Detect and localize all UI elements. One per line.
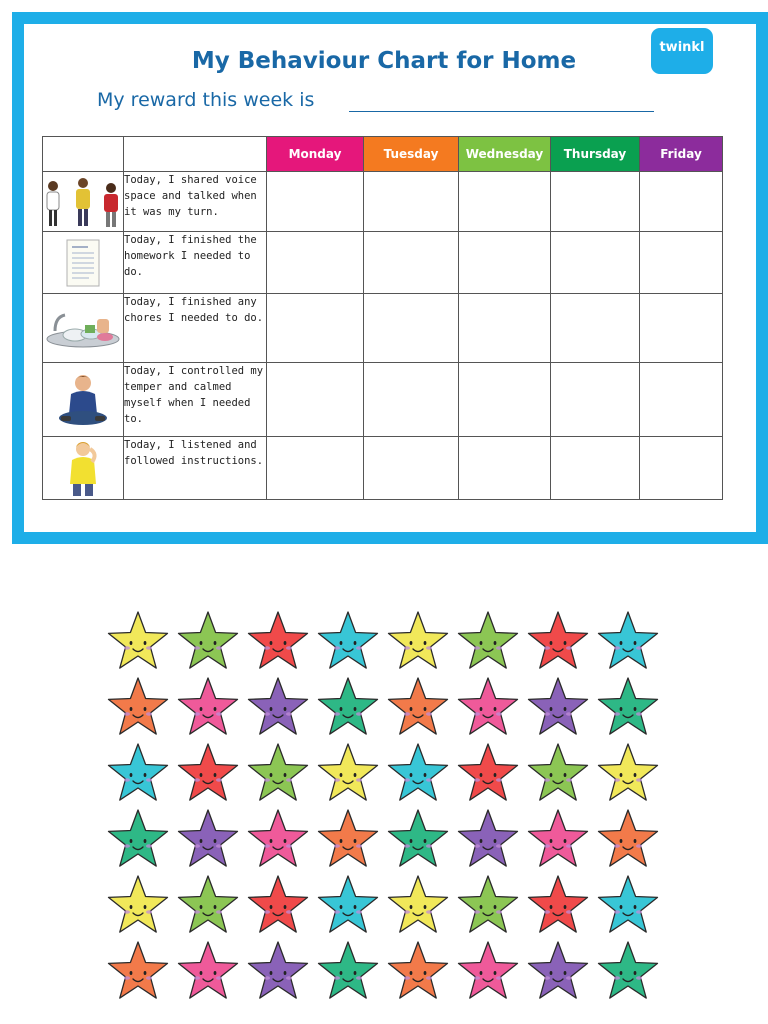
row-picture (43, 172, 124, 232)
smiling-star-icon (456, 675, 520, 739)
star-sticker (453, 938, 523, 1004)
children-talking-icon (45, 174, 121, 230)
smiling-star-icon (176, 609, 240, 673)
star-sticker (103, 740, 173, 806)
star-sticker (173, 608, 243, 674)
star-sticker (593, 872, 663, 938)
smiling-star-icon (526, 939, 590, 1003)
row-picture (43, 363, 124, 437)
star-sticker (523, 674, 593, 740)
star-sticker (523, 938, 593, 1004)
star-row (103, 806, 663, 872)
smiling-star-icon (316, 609, 380, 673)
day-cell-tuesday[interactable] (364, 294, 459, 363)
star-sticker (383, 938, 453, 1004)
star-sticker (593, 740, 663, 806)
day-cell-monday[interactable] (267, 294, 364, 363)
smiling-star-icon (596, 939, 660, 1003)
day-cell-wednesday[interactable] (459, 294, 551, 363)
day-cell-monday[interactable] (267, 172, 364, 232)
star-sticker (103, 806, 173, 872)
day-cell-friday[interactable] (640, 363, 723, 437)
smiling-star-icon (316, 873, 380, 937)
page-title: My Behaviour Chart for Home (191, 48, 577, 74)
smiling-star-icon (176, 807, 240, 871)
smiling-star-icon (596, 675, 660, 739)
smiling-star-icon (596, 741, 660, 805)
star-sticker (453, 674, 523, 740)
day-header-friday: Friday (640, 137, 723, 172)
smiling-star-icon (106, 807, 170, 871)
star-sticker (173, 674, 243, 740)
homework-sheet-icon (63, 238, 103, 288)
smiling-star-icon (246, 675, 310, 739)
logo-text: twinkl (659, 40, 705, 55)
star-sticker (593, 806, 663, 872)
smiling-star-icon (106, 675, 170, 739)
task-description: Today, I finished the homework I needed to do. (124, 232, 267, 294)
day-cell-monday[interactable] (267, 363, 364, 437)
smiling-star-icon (386, 807, 450, 871)
day-cell-monday[interactable] (267, 437, 364, 500)
smiling-star-icon (246, 741, 310, 805)
smiling-star-icon (176, 939, 240, 1003)
day-header-thursday: Thursday (551, 137, 640, 172)
star-sticker (243, 938, 313, 1004)
table-row (43, 437, 723, 500)
star-sticker (243, 806, 313, 872)
star-sticker (523, 806, 593, 872)
day-cell-friday[interactable] (640, 232, 723, 294)
smiling-star-icon (526, 741, 590, 805)
smiling-star-icon (246, 807, 310, 871)
day-cell-tuesday[interactable] (364, 232, 459, 294)
star-sticker (313, 608, 383, 674)
day-cell-monday[interactable] (267, 232, 364, 294)
day-cell-tuesday[interactable] (364, 437, 459, 500)
smiling-star-icon (246, 939, 310, 1003)
smiling-star-icon (386, 741, 450, 805)
star-sticker-sheet (103, 608, 663, 1004)
smiling-star-icon (456, 741, 520, 805)
star-sticker (383, 740, 453, 806)
smiling-star-icon (316, 741, 380, 805)
day-cell-wednesday[interactable] (459, 363, 551, 437)
day-cell-friday[interactable] (640, 437, 723, 500)
smiling-star-icon (176, 675, 240, 739)
blank-header-picture (43, 137, 124, 172)
star-sticker (313, 872, 383, 938)
task-description: Today, I finished any chores I needed to do. (124, 294, 267, 363)
smiling-star-icon (176, 873, 240, 937)
smiling-star-icon (106, 609, 170, 673)
star-row (103, 608, 663, 674)
day-cell-friday[interactable] (640, 294, 723, 363)
row-picture (43, 294, 124, 363)
day-header-tuesday: Tuesday (364, 137, 459, 172)
star-sticker (313, 674, 383, 740)
smiling-star-icon (456, 873, 520, 937)
smiling-star-icon (386, 609, 450, 673)
star-sticker (243, 872, 313, 938)
star-sticker (383, 608, 453, 674)
day-cell-tuesday[interactable] (364, 363, 459, 437)
star-sticker (593, 608, 663, 674)
table-row (43, 294, 723, 363)
smiling-star-icon (246, 609, 310, 673)
star-sticker (523, 740, 593, 806)
smiling-star-icon (386, 675, 450, 739)
smiling-star-icon (456, 609, 520, 673)
smiling-star-icon (596, 873, 660, 937)
day-cell-tuesday[interactable] (364, 172, 459, 232)
smiling-star-icon (106, 741, 170, 805)
day-cell-thursday[interactable] (551, 363, 640, 437)
day-cell-thursday[interactable] (551, 294, 640, 363)
day-cell-thursday[interactable] (551, 172, 640, 232)
star-sticker (523, 872, 593, 938)
smiling-star-icon (456, 939, 520, 1003)
reward-label: My reward this week is (97, 89, 315, 111)
row-picture (43, 437, 124, 500)
star-sticker (103, 608, 173, 674)
listening-child-icon (58, 438, 108, 498)
star-sticker (103, 938, 173, 1004)
smiling-star-icon (316, 675, 380, 739)
table-row (43, 363, 723, 437)
smiling-star-icon (316, 939, 380, 1003)
star-sticker (173, 806, 243, 872)
smiling-star-icon (106, 873, 170, 937)
table-row (43, 232, 723, 294)
task-description: Today, I controlled my temper and calmed myself when I needed to. (124, 363, 267, 437)
smiling-star-icon (526, 873, 590, 937)
smiling-star-icon (386, 939, 450, 1003)
star-sticker (103, 674, 173, 740)
day-header-monday: Monday (267, 137, 364, 172)
smiling-star-icon (106, 939, 170, 1003)
smiling-star-icon (316, 807, 380, 871)
smiling-star-icon (456, 807, 520, 871)
star-sticker (243, 740, 313, 806)
task-description: Today, I listened and followed instructions. (124, 437, 267, 500)
day-cell-wednesday[interactable] (459, 437, 551, 500)
star-sticker (173, 938, 243, 1004)
header-row (43, 137, 723, 172)
washing-dishes-icon (45, 303, 121, 353)
star-sticker (243, 608, 313, 674)
star-sticker (383, 806, 453, 872)
task-description: Today, I shared voice space and talked when it was my turn. (124, 172, 267, 232)
table-row (43, 172, 723, 232)
behaviour-table (42, 136, 723, 500)
star-sticker (523, 608, 593, 674)
blank-header-task (124, 137, 267, 172)
day-header-wednesday: Wednesday (459, 137, 551, 172)
star-row (103, 674, 663, 740)
day-cell-wednesday[interactable] (459, 232, 551, 294)
day-cell-thursday[interactable] (551, 437, 640, 500)
star-sticker (383, 674, 453, 740)
star-sticker (453, 740, 523, 806)
star-sticker (453, 872, 523, 938)
star-sticker (243, 674, 313, 740)
calm-child-icon (53, 370, 113, 430)
day-cell-friday[interactable] (640, 172, 723, 232)
smiling-star-icon (596, 609, 660, 673)
star-row (103, 740, 663, 806)
smiling-star-icon (176, 741, 240, 805)
smiling-star-icon (596, 807, 660, 871)
star-sticker (593, 674, 663, 740)
day-cell-wednesday[interactable] (459, 172, 551, 232)
star-row (103, 938, 663, 1004)
day-cell-thursday[interactable] (551, 232, 640, 294)
row-picture (43, 232, 124, 294)
smiling-star-icon (526, 609, 590, 673)
star-sticker (453, 806, 523, 872)
smiling-star-icon (386, 873, 450, 937)
star-sticker (313, 740, 383, 806)
smiling-star-icon (526, 675, 590, 739)
star-sticker (453, 608, 523, 674)
star-sticker (173, 872, 243, 938)
star-sticker (383, 872, 453, 938)
star-sticker (593, 938, 663, 1004)
star-sticker (313, 806, 383, 872)
smiling-star-icon (246, 873, 310, 937)
star-sticker (173, 740, 243, 806)
star-sticker (103, 872, 173, 938)
star-sticker (313, 938, 383, 1004)
smiling-star-icon (526, 807, 590, 871)
star-row (103, 872, 663, 938)
reward-input-line[interactable] (349, 111, 654, 112)
